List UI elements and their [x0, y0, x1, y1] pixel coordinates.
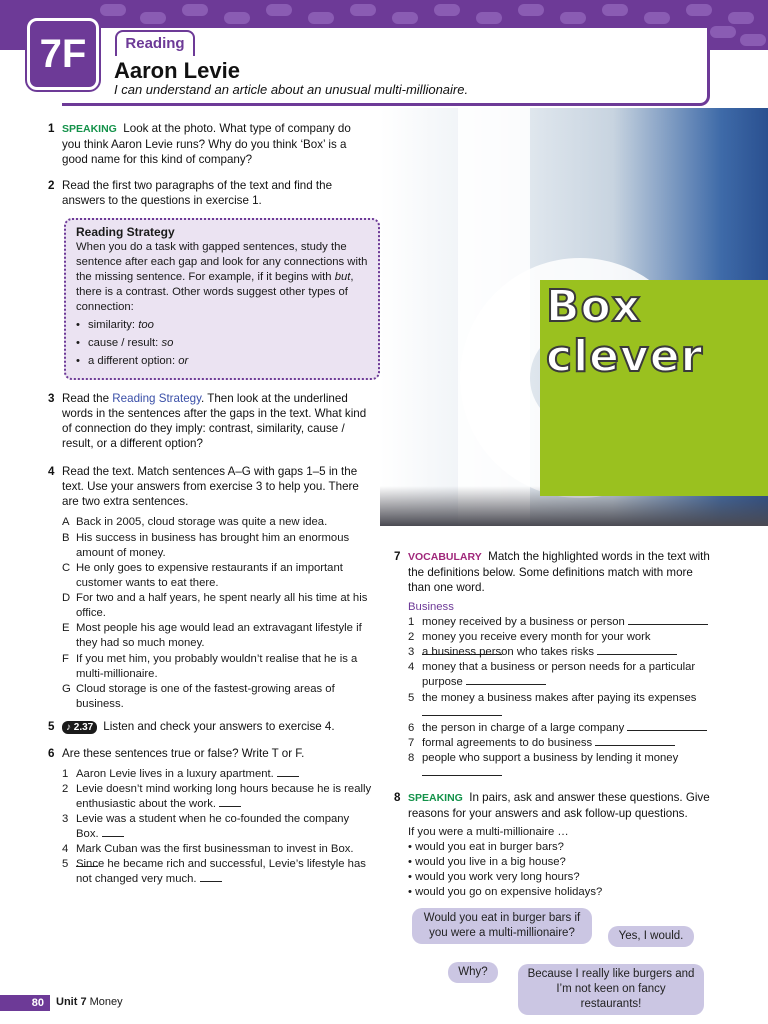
reading-strategy-box	[64, 218, 380, 380]
speech-bubble: Would you eat in burger bars if you were a multi-millionaire?	[412, 908, 592, 944]
speaking-question: • would you go on expensive holidays?	[408, 886, 603, 898]
exercise-5: 5 ♪ 2.37 Listen and check your answers to exercise 4.	[48, 720, 335, 733]
page-subtitle: I can understand an article about an unusual multi-millionaire.	[114, 82, 469, 97]
speech-bubble: Why?	[448, 962, 498, 983]
exercise-2: 2 Read the first two paragraphs of the text and find the answers to the questions in exercise 1.	[48, 179, 333, 207]
definition-5: 5 the money a business makes after paying its expenses	[422, 691, 718, 721]
section-tab: Reading	[115, 30, 195, 56]
definition-4: 4 money that a business or person needs for a particular purpose	[408, 661, 696, 688]
tf-item-3: 3 Levie was a student when he co-founded the company Box.	[62, 813, 350, 840]
strategy-bullet: • a different option: or	[76, 354, 368, 369]
exercise-1: 1 SPEAKING Look at the photo. What type of company do you think Aaron Levie runs? Why do you think ‘Box’ is a good name for this kind of company?	[48, 122, 351, 166]
speech-bubble: Yes, I would.	[608, 926, 694, 947]
exercise-6: 6 Are these sentences true or false? Write T or F.	[48, 747, 305, 760]
definition-7: 7 formal agreements to do business	[422, 736, 718, 751]
strategy-bullet: • similarity: too	[76, 318, 368, 333]
definition-8: 8 people who support a business by lending it money	[422, 751, 718, 781]
reading-strategy-link[interactable]: Reading Strategy	[112, 392, 202, 405]
definition-3: 3 a business person who takes risks	[422, 645, 718, 660]
exercise-8-lead: If you were a multi-millionaire …	[408, 826, 569, 838]
answer-blank[interactable]	[595, 736, 675, 746]
answer-blank[interactable]	[466, 675, 546, 685]
answer-blank[interactable]	[597, 645, 677, 655]
answer-blank[interactable]	[219, 797, 241, 807]
article-title-box	[540, 280, 768, 496]
page-title: Aaron Levie	[114, 58, 240, 83]
exercise-3: 3 Read the Reading Strategy. Then look at the underlined words in the sentences after the gaps in the text. What kind of connection do they imply: contrast, similarity, cause / result, or a different option?	[48, 392, 367, 450]
speaking-question: • would you live in a big house?	[408, 856, 566, 868]
tf-item-4: 4 Mark Cuban was the first businessman to invest in Box.	[76, 842, 374, 872]
definition-1: 1 money received by a business or person	[422, 615, 718, 630]
tf-item-2: 2 Levie doesn’t mind working long hours because he is really enthusiastic about the work.	[62, 783, 372, 810]
strategy-text: When you do a task with gapped sentences, study the sentence after each gap and look for any connections with the missing sentence. For example, if it begins with but, there is a contrast. Other words suggest other types of connection:	[76, 241, 368, 313]
page-number: 80	[0, 995, 50, 1011]
article-title: Box clever	[546, 281, 704, 382]
exercise-8: 8 SPEAKING In pairs, ask and answer these questions. Give reasons for your answers and ask follow-up questions.	[394, 791, 710, 820]
answer-blank[interactable]	[628, 615, 708, 625]
footer-unit: Unit 7 Money	[56, 996, 123, 1008]
definition-2: 2 money you receive every month for your work	[422, 630, 718, 660]
tf-item-5: 5 Since he became rich and successful, Levie’s lifestyle has not changed very much.	[62, 858, 366, 885]
exercise-4: 4 Read the text. Match sentences A–G with gaps 1–5 in the text. Use your answers from exercise 3 to help you. There are two extra sentences.	[48, 465, 359, 508]
tf-item-1: 1 Aaron Levie lives in a luxury apartment.	[76, 767, 374, 782]
option-c: C He only goes to expensive restaurants if an important customer wants to eat there.	[62, 562, 343, 589]
strategy-bullet: • cause / result: so	[76, 336, 368, 351]
option-f: F If you met him, you probably wouldn’t realise that he is a multi-millionaire.	[62, 653, 358, 680]
option-a: A Back in 2005, cloud storage was quite a new idea.	[62, 516, 328, 528]
answer-blank[interactable]	[422, 706, 502, 716]
answer-blank[interactable]	[627, 721, 707, 731]
answer-blank[interactable]	[422, 766, 502, 776]
speaking-question: • would you work very long hours?	[408, 871, 580, 883]
definition-6: 6 the person in charge of a large company	[422, 721, 718, 736]
answer-blank[interactable]	[102, 827, 124, 837]
option-b: B His success in business has brought him an enormous amount of money.	[62, 532, 350, 559]
exercise-7: 7 VOCABULARY Match the highlighted words in the text with the definitions below. Some definitions match with more than one word.	[394, 550, 710, 594]
option-e: E Most people his age would lead an extravagant lifestyle if they had so much money.	[62, 622, 362, 649]
answer-blank[interactable]	[200, 872, 222, 882]
answer-blank[interactable]	[277, 767, 299, 777]
speech-bubble: Because I really like burgers and I’m not keen on fancy restaurants!	[518, 964, 704, 1015]
option-g: G Cloud storage is one of the fastest-growing areas of business.	[62, 683, 335, 710]
audio-track-icon[interactable]: ♪ 2.37	[62, 721, 97, 734]
business-heading: Business	[408, 601, 454, 613]
strategy-title: Reading Strategy	[76, 225, 175, 239]
speaking-question: • would you eat in burger bars?	[408, 841, 564, 853]
option-d: D For two and a half years, he spent nearly all his time at his office.	[62, 592, 368, 619]
unit-badge: 7F	[27, 18, 99, 90]
